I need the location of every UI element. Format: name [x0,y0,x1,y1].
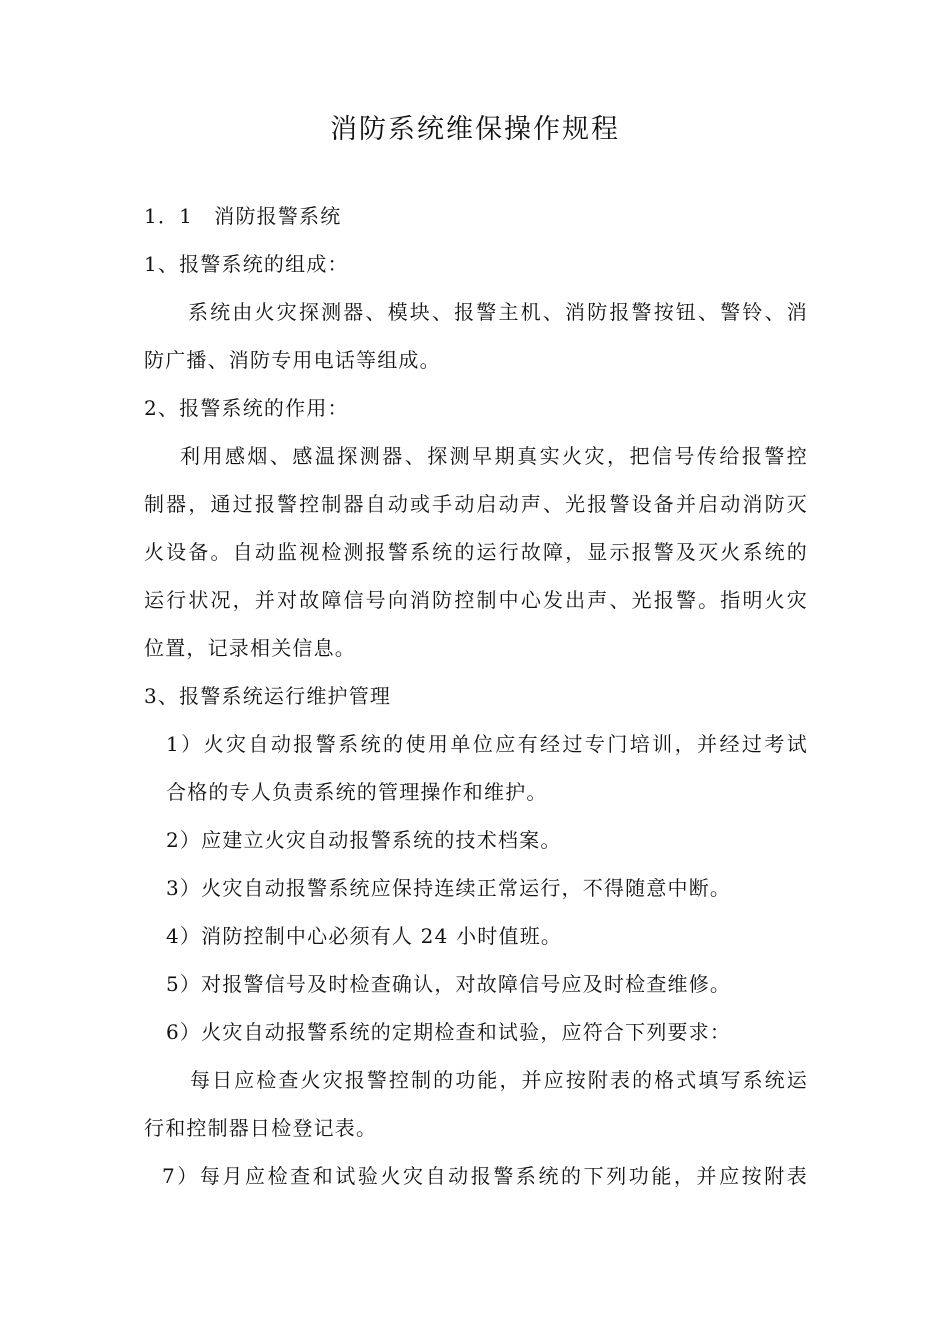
list-item: 7）每月应检查和试验火灾自动报警系统的下列功能，并应按附表 [162,1164,808,1188]
section-heading: 1．1 消防报警系统 [144,204,342,228]
paragraph-line: 行和控制器日检登记表。 [144,1116,378,1140]
subsection-heading: 2、报警系统的作用： [144,396,349,420]
paragraph-line: 利用感烟、感温探测器、探测早期真实火灾，把信号传给报警控 [180,444,808,468]
list-item: 5）对报警信号及时检查确认，对故障信号应及时检查维修。 [166,972,732,996]
paragraph-line: 运行状况，并对故障信号向消防控制中心发出声、光报警。指明火灾 [144,588,808,612]
paragraph-line: 防广播、消防专用电话等组成。 [144,348,441,372]
paragraph-line: 火设备。自动监视检测报警系统的运行故障，显示报警及灭火系统的 [144,540,808,564]
list-item: 6）火灾自动报警系统的定期检查和试验，应符合下列要求： [166,1020,732,1044]
list-item: 4）消防控制中心必须有人 24 小时值班。 [166,924,563,948]
list-item: 3）火灾自动报警系统应保持连续正常运行，不得随意中断。 [166,876,732,900]
document-title: 消防系统维保操作规程 [330,114,620,145]
document-body [144,192,808,1200]
subsection-heading: 3、报警系统运行维护管理 [144,684,392,708]
paragraph-line: 位置，记录相关信息。 [144,636,356,660]
list-item: 2）应建立火灾自动报警系统的技术档案。 [166,828,562,852]
list-item: 1）火灾自动报警系统的使用单位应有经过专门培训，并经过考试 [166,732,808,756]
paragraph-line: 系统由火灾探测器、模块、报警主机、消防报警按钮、警铃、消 [188,300,808,324]
subsection-heading: 1、报警系统的组成： [144,252,349,276]
list-item-continuation: 合格的专人负责系统的管理操作和维护。 [166,780,548,804]
paragraph-line: 每日应检查火灾报警控制的功能，并应按附表的格式填写系统运 [190,1068,808,1092]
paragraph-line: 制器，通过报警控制器自动或手动启动声、光报警设备并启动消防灭 [144,492,808,516]
